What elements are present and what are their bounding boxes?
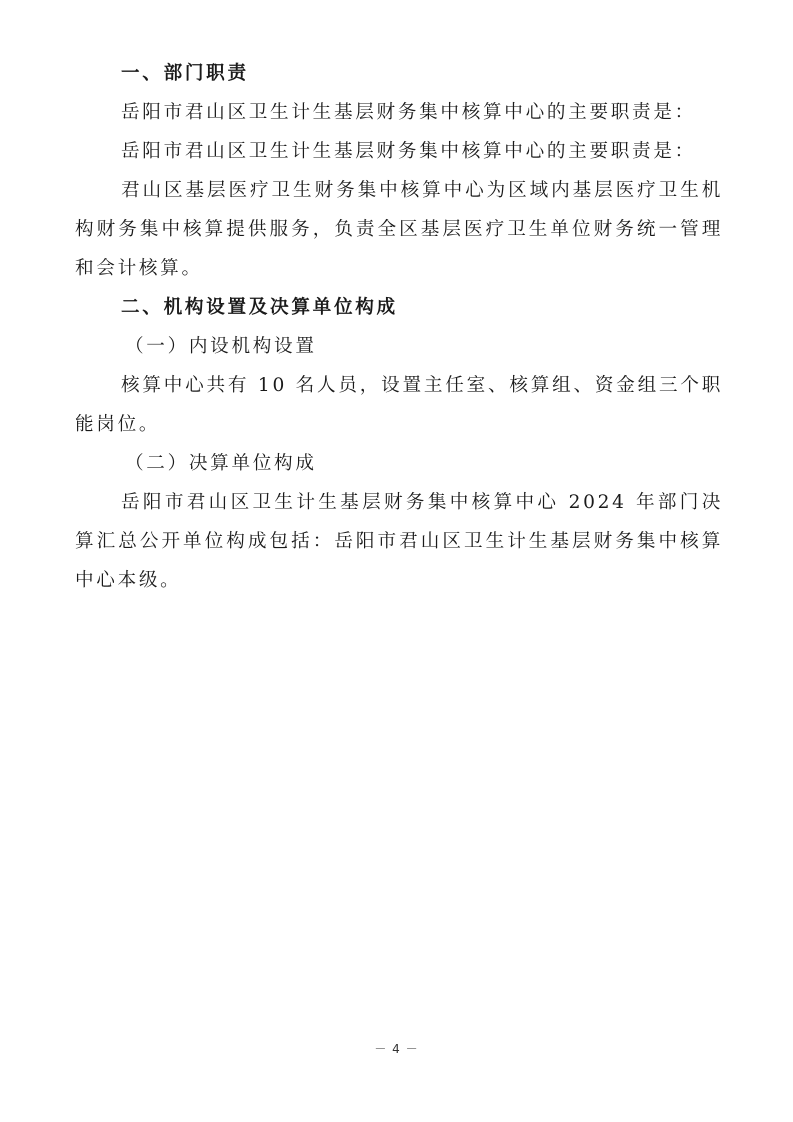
document-body bbox=[75, 54, 723, 600]
page-number: － 4 － bbox=[374, 1042, 419, 1056]
internal-structure-paragraph: 核算中心共有 10 名人员，设置主任室、核算组、资金组三个职能岗位。 bbox=[75, 375, 723, 435]
duties-intro-paragraph: 岳阳市君山区卫生计生基层财务集中核算中心的主要职责是： bbox=[121, 102, 696, 123]
reporting-units-paragraph: 岳阳市君山区卫生计生基层财务集中核算中心 2024 年部门决算汇总公开单位构成包括：岳阳市君山区卫生计生基层财务集中核算中心本级。 bbox=[75, 492, 723, 591]
subsection-heading-reporting-units: （二）决算单位构成 bbox=[125, 453, 317, 474]
duties-intro-paragraph-repeat: 岳阳市君山区卫生计生基层财务集中核算中心的主要职责是： bbox=[121, 141, 696, 162]
duties-description-paragraph: 君山区基层医疗卫生财务集中核算中心为区域内基层医疗卫生机构财务集中核算提供服务，负责全区基层医疗卫生单位财务统一管理和会计核算。 bbox=[75, 180, 723, 279]
subsection-heading-internal-structure: （一）内设机构设置 bbox=[125, 336, 317, 357]
section-heading-organization: 二、机构设置及决算单位构成 bbox=[121, 297, 398, 318]
section-heading-duties: 一、部门职责 bbox=[121, 63, 249, 84]
